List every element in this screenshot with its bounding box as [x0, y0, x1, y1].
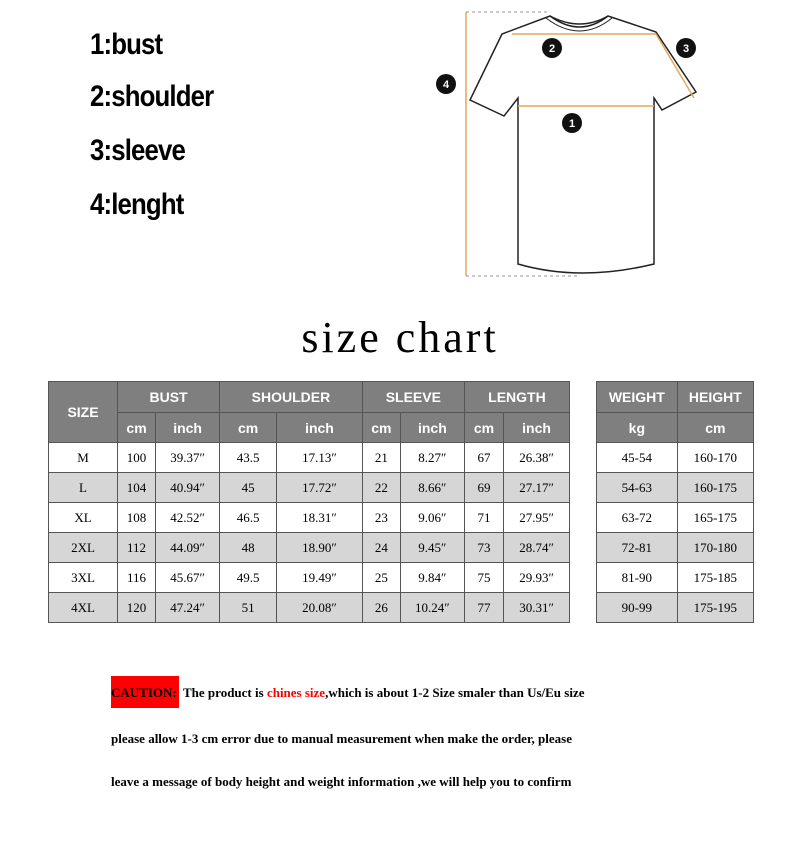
- unit-header: cm: [464, 413, 503, 443]
- table-row: [597, 473, 754, 503]
- height-header: HEIGHT: [677, 382, 753, 413]
- table-cell: 112: [118, 533, 156, 563]
- weight-height-table: [596, 381, 754, 623]
- table-cell: 81-90: [597, 563, 678, 593]
- table-cell: 10.24″: [400, 593, 464, 623]
- table-cell: 51: [220, 593, 277, 623]
- tshirt-diagram: [430, 6, 720, 286]
- table-cell: 28.74″: [504, 533, 570, 563]
- note-text: ,which is about 1-2 Size smaler than Us/Eu size: [325, 685, 585, 700]
- table-row: [597, 593, 754, 623]
- marker-2: [542, 38, 562, 58]
- table-cell: M: [49, 443, 118, 473]
- table-cell: 45.67″: [156, 563, 220, 593]
- table-cell: 4XL: [49, 593, 118, 623]
- svg-text:2: 2: [548, 43, 556, 55]
- marker-3: [676, 38, 696, 58]
- table-cell: 73: [464, 533, 503, 563]
- table-cell: 20.08″: [277, 593, 363, 623]
- table-cell: 49.5: [220, 563, 277, 593]
- svg-text:3: 3: [682, 43, 690, 55]
- unit-header: inch: [156, 413, 220, 443]
- table-cell: 72-81: [597, 533, 678, 563]
- table-cell: 120: [118, 593, 156, 623]
- table-cell: 71: [464, 503, 503, 533]
- marker-4: [436, 74, 456, 94]
- table-cell: 100: [118, 443, 156, 473]
- length-header: LENGTH: [464, 382, 569, 413]
- note-text: The product is: [183, 685, 267, 700]
- table-cell: 18.31″: [277, 503, 363, 533]
- table-row: [49, 443, 570, 473]
- unit-header: inch: [277, 413, 363, 443]
- table-cell: 45: [220, 473, 277, 503]
- table-cell: 54-63: [597, 473, 678, 503]
- table-row: [597, 563, 754, 593]
- table-cell: 8.27″: [400, 443, 464, 473]
- legend-shoulder: 2:shoulder: [90, 80, 214, 113]
- table-cell: 18.90″: [277, 533, 363, 563]
- table-cell: 48: [220, 533, 277, 563]
- size-table: [48, 381, 570, 623]
- unit-header: inch: [400, 413, 464, 443]
- table-cell: 47.24″: [156, 593, 220, 623]
- table-cell: XL: [49, 503, 118, 533]
- table-cell: 42.52″: [156, 503, 220, 533]
- table-row: [597, 533, 754, 563]
- unit-header: cm: [362, 413, 400, 443]
- table-cell: 175-185: [677, 563, 753, 593]
- unit-header: inch: [504, 413, 570, 443]
- table-row: [49, 473, 570, 503]
- table-cell: 39.37″: [156, 443, 220, 473]
- table-cell: 46.5: [220, 503, 277, 533]
- shoulder-header: SHOULDER: [220, 382, 363, 413]
- table-cell: 26.38″: [504, 443, 570, 473]
- bust-header: BUST: [118, 382, 220, 413]
- svg-text:1: 1: [568, 118, 576, 130]
- table-row: [597, 503, 754, 533]
- table-cell: 160-175: [677, 473, 753, 503]
- unit-header: cm: [677, 413, 753, 443]
- table-cell: 27.17″: [504, 473, 570, 503]
- table-cell: 44.09″: [156, 533, 220, 563]
- legend-bust: 1:bust: [90, 28, 163, 61]
- table-row: [49, 503, 570, 533]
- message-note: leave a message of body height and weight information ,we will help you to confirm: [111, 774, 572, 789]
- table-cell: 25: [362, 563, 400, 593]
- marker-1: [562, 113, 582, 133]
- table-cell: 26: [362, 593, 400, 623]
- chinese-size-highlight: chines size: [266, 685, 326, 700]
- table-row: [49, 533, 570, 563]
- table-cell: 3XL: [49, 563, 118, 593]
- caution-colon: :: [172, 685, 177, 700]
- unit-header: cm: [118, 413, 156, 443]
- table-cell: 69: [464, 473, 503, 503]
- page-title: size chart: [301, 313, 499, 362]
- table-cell: 45-54: [597, 443, 678, 473]
- table-cell: 67: [464, 443, 503, 473]
- table-cell: 75: [464, 563, 503, 593]
- table-cell: 22: [362, 473, 400, 503]
- table-cell: 23: [362, 503, 400, 533]
- unit-header: cm: [220, 413, 277, 443]
- table-cell: 30.31″: [504, 593, 570, 623]
- svg-text:4: 4: [442, 79, 450, 91]
- table-row: [49, 593, 570, 623]
- table-cell: 9.84″: [400, 563, 464, 593]
- unit-header: kg: [597, 413, 678, 443]
- table-cell: 165-175: [677, 503, 753, 533]
- table-cell: 40.94″: [156, 473, 220, 503]
- caution-note: [111, 676, 711, 708]
- table-cell: 21: [362, 443, 400, 473]
- measurement-note: please allow 1-3 cm error due to manual measurement when make the order, please: [111, 731, 572, 746]
- table-cell: 27.95″: [504, 503, 570, 533]
- tshirt-outline: [470, 16, 696, 273]
- table-cell: L: [49, 473, 118, 503]
- legend-sleeve: 3:sleeve: [90, 134, 185, 167]
- table-cell: 104: [118, 473, 156, 503]
- table-cell: 29.93″: [504, 563, 570, 593]
- table-cell: 17.72″: [277, 473, 363, 503]
- caution-label: CAUTION: [111, 685, 173, 700]
- table-cell: 175-195: [677, 593, 753, 623]
- table-cell: 160-170: [677, 443, 753, 473]
- table-cell: 108: [118, 503, 156, 533]
- table-cell: 2XL: [49, 533, 118, 563]
- table-cell: 90-99: [597, 593, 678, 623]
- table-row: [597, 443, 754, 473]
- table-cell: 43.5: [220, 443, 277, 473]
- size-header: SIZE: [49, 382, 118, 443]
- table-cell: 19.49″: [277, 563, 363, 593]
- table-cell: 63-72: [597, 503, 678, 533]
- table-cell: 116: [118, 563, 156, 593]
- sleeve-header: SLEEVE: [362, 382, 464, 413]
- table-row: [49, 563, 570, 593]
- legend-length: 4:lenght: [90, 188, 184, 221]
- weight-header: WEIGHT: [597, 382, 678, 413]
- table-cell: 77: [464, 593, 503, 623]
- table-cell: 9.06″: [400, 503, 464, 533]
- table-cell: 8.66″: [400, 473, 464, 503]
- table-cell: 170-180: [677, 533, 753, 563]
- table-cell: 24: [362, 533, 400, 563]
- table-cell: 9.45″: [400, 533, 464, 563]
- table-cell: 17.13″: [277, 443, 363, 473]
